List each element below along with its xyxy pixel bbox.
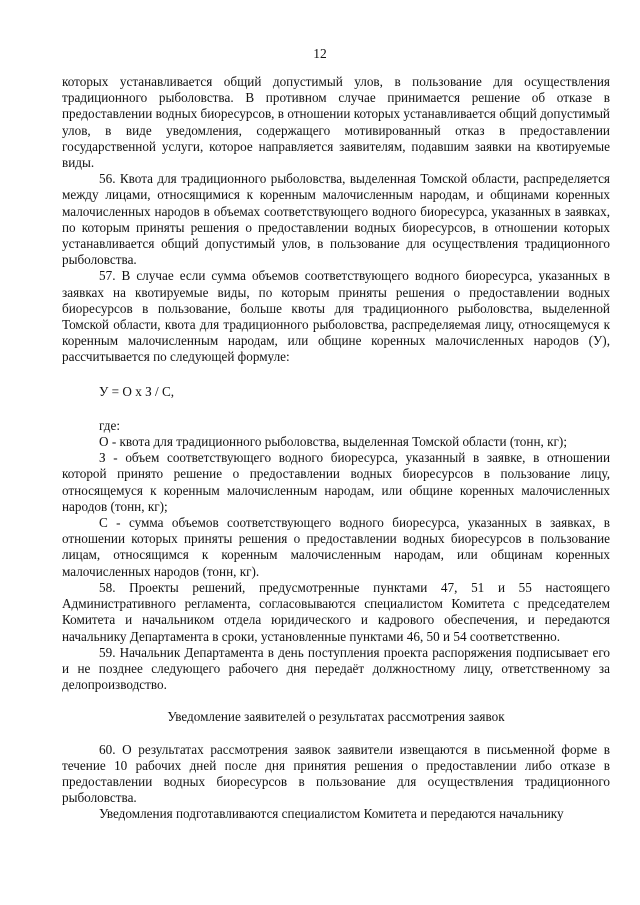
page-number: 12 — [313, 46, 327, 61]
paragraph-59: 59. Начальник Департамента в день поступления проекта распоряжения подписывает его и не позднее следующего рабочего дня передаёт должностному лицу, ответственному за делопроизводство. — [62, 644, 610, 693]
paragraph-notifications: Уведомления подготавливаются специалистом Комитета и передаются начальнику — [99, 806, 564, 822]
document-body — [62, 74, 610, 823]
paragraph-56: 56. Квота для традиционного рыболовства, выделенная Томской области, распределяется между лицами, относящимися к коренным малочисленным народам, и общинами коренных малочисленных народов в объемах соответствующего водного биоресурса, указанных в заявках, по которым приняты решения о предоставлении водных биоресурсов, в отношении которых устанавливается общий допустимый улов, в пользование для осуществления традиционного рыболовства. — [62, 171, 610, 268]
paragraph-continuation: которых устанавливается общий допустимый улов, в пользование для осуществления традиционного рыболовства. В противном случае принимается решение об отказе в предоставлении водных биоресурсов, в отношении которых устанавливается общий допустимый улов, в виде уведомления, содержащего мотивированный отказ в предоставлении государственной услуги, которое направляется заявителям, подавшим заявки на квотируемые виды. — [62, 74, 610, 171]
paragraph-57: 57. В случае если сумма объемов соответствующего водного биоресурса, указанных в заявках на квотируемые виды, по которым приняты решения о предоставлении водных биоресурсов в пользование, больше квоты для традиционного рыболовства, выделенной Томской области, квота для традиционного рыболовства, распределяемая лицу, относящемуся к коренным малочисленным народам, или общине коренных малочисленных народов (У), рассчитывается по следующей формуле: — [62, 268, 610, 365]
definition-z: З - объем соответствующего водного биоресурса, указанный в заявке, в отношении которой принято решение о предоставлении водных биоресурсов в пользование лицу, относящемуся к коренным малочисленным народам, или общине коренных малочисленных народов (тонн, кг); — [62, 450, 610, 514]
formula-where-label: где: — [99, 417, 120, 433]
paragraph-58: 58. Проекты решений, предусмотренные пунктами 47, 51 и 55 настоящего Административного регламента, согласовываются специалистом Комитета с председателем Комитета и начальником отдела юридического и кадрового обеспечения, и передаются начальнику Департамента в сроки, установленные пунктами 46, 50 и 54 соответственно. — [62, 579, 610, 644]
definition-c: С - сумма объемов соответствующего водного биоресурса, указанных в заявках, в отношении которых приняты решения о предоставлении водных биоресурсов в пользование лицам, относящимся к коренным малочисленным народам, или общинам коренных малочисленных народов (тонн, кг). — [62, 515, 610, 579]
paragraph-60: 60. О результатах рассмотрения заявок заявители извещаются в письменной форме в течение 10 рабочих дней после дня принятия решения о предоставлении либо отказе в предоставлении водных биоресурсов в пользование для осуществления традиционного рыболовства. — [62, 741, 610, 806]
definition-o: О - квота для традиционного рыболовства, выделенная Томской области (тонн, кг); — [99, 434, 567, 450]
formula: У = О х З / С, — [99, 383, 175, 399]
section-heading: Уведомление заявителей о результатах рассмотрения заявок — [167, 709, 505, 725]
